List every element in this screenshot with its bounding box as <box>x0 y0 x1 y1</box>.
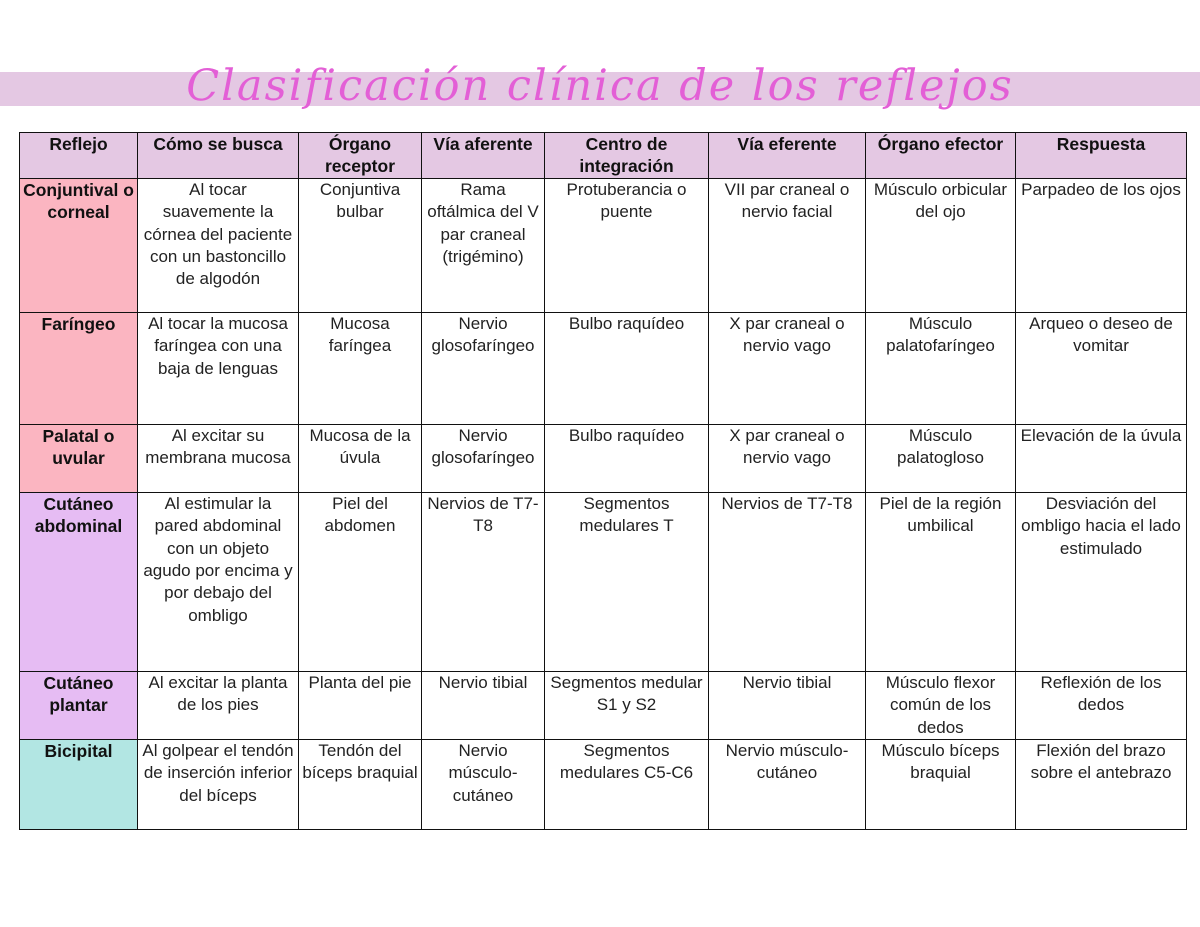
cell-centro-integracion: Protuberancia o puente <box>545 178 709 312</box>
table-row <box>20 492 1187 671</box>
cell-via-eferente: X par craneal o nervio vago <box>709 312 866 424</box>
cell-respuesta: Elevación de la úvula <box>1016 424 1187 492</box>
cell-organo-receptor: Conjuntiva bulbar <box>299 178 422 312</box>
cell-organo-receptor: Mucosa de la úvula <box>299 424 422 492</box>
cell-centro-integracion: Bulbo raquídeo <box>545 424 709 492</box>
header-como-se-busca: Cómo se busca <box>138 133 299 179</box>
cell-organo-efector: Músculo bíceps braquial <box>866 740 1016 830</box>
cell-reflejo: Palatal o uvular <box>20 424 138 492</box>
cell-como-se-busca: Al golpear el tendón de inserción inferior del bíceps <box>138 740 299 830</box>
cell-centro-integracion: Segmentos medular S1 y S2 <box>545 671 709 739</box>
header-organo-receptor: Órgano receptor <box>299 133 422 179</box>
cell-via-eferente: VII par craneal o nervio facial <box>709 178 866 312</box>
cell-centro-integracion: Segmentos medulares C5-C6 <box>545 740 709 830</box>
cell-via-aferente: Nervio glosofaríngeo <box>422 424 545 492</box>
cell-organo-receptor: Mucosa faríngea <box>299 312 422 424</box>
header-organo-efector: Órgano efector <box>866 133 1016 179</box>
cell-via-eferente: Nervio tibial <box>709 671 866 739</box>
cell-reflejo: Conjuntival o corneal <box>20 178 138 312</box>
cell-organo-receptor: Planta del pie <box>299 671 422 739</box>
header-via-eferente: Vía eferente <box>709 133 866 179</box>
cell-via-aferente: Nervios de T7-T8 <box>422 492 545 671</box>
cell-via-aferente: Nervio tibial <box>422 671 545 739</box>
cell-organo-efector: Músculo palatofaríngeo <box>866 312 1016 424</box>
cell-como-se-busca: Al tocar suavemente la córnea del paciente con un bastoncillo de algodón <box>138 178 299 312</box>
cell-respuesta: Desviación del ombligo hacia el lado estimulado <box>1016 492 1187 671</box>
cell-via-aferente: Nervio glosofaríngeo <box>422 312 545 424</box>
cell-respuesta: Reflexión de los dedos <box>1016 671 1187 739</box>
cell-centro-integracion: Bulbo raquídeo <box>545 312 709 424</box>
cell-organo-efector: Piel de la región umbilical <box>866 492 1016 671</box>
cell-respuesta: Arqueo o deseo de vomitar <box>1016 312 1187 424</box>
page-title: Clasificación clínica de los reflejos <box>186 61 1014 111</box>
cell-reflejo: Faríngeo <box>20 312 138 424</box>
table-row <box>20 671 1187 739</box>
cell-organo-receptor: Piel del abdomen <box>299 492 422 671</box>
cell-via-eferente: X par craneal o nervio vago <box>709 424 866 492</box>
table-row <box>20 178 1187 312</box>
header-reflejo: Reflejo <box>20 133 138 179</box>
cell-reflejo: Cutáneo plantar <box>20 671 138 739</box>
cell-via-eferente: Nervio músculo-cutáneo <box>709 740 866 830</box>
cell-como-se-busca: Al estimular la pared abdominal con un objeto agudo por encima y por debajo del ombligo <box>138 492 299 671</box>
cell-via-aferente: Rama oftálmica del V par craneal (trigémino) <box>422 178 545 312</box>
cell-organo-efector: Músculo orbicular del ojo <box>866 178 1016 312</box>
cell-organo-receptor: Tendón del bíceps braquial <box>299 740 422 830</box>
cell-como-se-busca: Al excitar su membrana mucosa <box>138 424 299 492</box>
cell-organo-efector: Músculo palatogloso <box>866 424 1016 492</box>
table-body <box>20 178 1187 829</box>
table-row <box>20 740 1187 830</box>
table-header-row <box>20 133 1187 179</box>
cell-via-eferente: Nervios de T7-T8 <box>709 492 866 671</box>
cell-respuesta: Parpadeo de los ojos <box>1016 178 1187 312</box>
cell-via-aferente: Nervio músculo-cutáneo <box>422 740 545 830</box>
reflex-table <box>19 132 1187 830</box>
cell-reflejo: Cutáneo abdominal <box>20 492 138 671</box>
cell-como-se-busca: Al tocar la mucosa faríngea con una baja de lenguas <box>138 312 299 424</box>
cell-respuesta: Flexión del brazo sobre el antebrazo <box>1016 740 1187 830</box>
cell-centro-integracion: Segmentos medulares T <box>545 492 709 671</box>
cell-como-se-busca: Al excitar la planta de los pies <box>138 671 299 739</box>
cell-reflejo: Bicipital <box>20 740 138 830</box>
header-respuesta: Respuesta <box>1016 133 1187 179</box>
table-row <box>20 312 1187 424</box>
header-via-aferente: Vía aferente <box>422 133 545 179</box>
cell-organo-efector: Músculo flexor común de los dedos <box>866 671 1016 739</box>
header-centro-integracion: Centro de integración <box>545 133 709 179</box>
table-row <box>20 424 1187 492</box>
